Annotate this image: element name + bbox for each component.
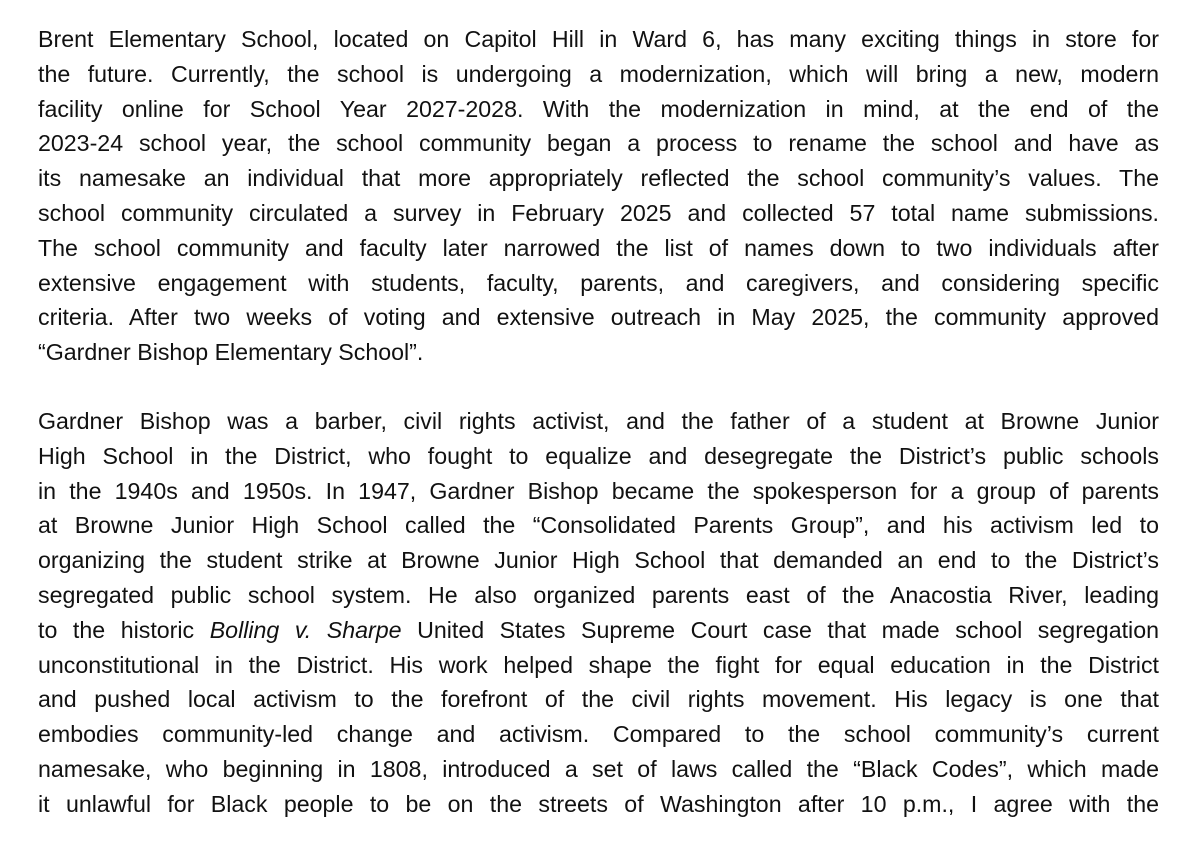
text-line: namesake, who beginning in 1808, introduced a set of laws called the “Black Codes”, which made: [38, 755, 1159, 782]
text-line: facility online for School Year 2027-2028. With the modernization in mind, at the end of the: [38, 95, 1159, 122]
text-line: at Browne Junior High School called the “Consolidated Parents Group”, and his activism led to: [38, 512, 1159, 539]
text-line: criteria. After two weeks of voting and extensive outreach in May 2025, the community approved: [38, 304, 1159, 331]
text-line: The school community and faculty later narrowed the list of names down to two individuals after: [38, 234, 1159, 261]
text-line: it unlawful for Black people to be on the streets of Washington after 10 p.m., I agree with the: [38, 790, 1159, 817]
text-line: embodies community-led change and activism. Compared to the school community’s current: [38, 721, 1159, 748]
text-segment: to the historic: [38, 616, 210, 643]
text-line: High School in the District, who fought to equalize and desegregate the District’s public schools: [38, 442, 1159, 469]
text-line: and pushed local activism to the forefront of the civil rights movement. His legacy is one that: [38, 686, 1159, 713]
text-line: “Gardner Bishop Elementary School”.: [38, 339, 424, 366]
text-line: segregated public school system. He also organized parents east of the Anacostia River, leading: [38, 581, 1159, 608]
court-case-name: Bolling v. Sharpe: [209, 616, 402, 643]
text-line: extensive engagement with students, faculty, parents, and caregivers, and considering specific: [38, 269, 1159, 296]
text-line: school community circulated a survey in February 2025 and collected 57 total name submissions.: [38, 199, 1159, 226]
text-line: its namesake an individual that more appropriately reflected the school community’s values. The: [38, 165, 1159, 192]
text-segment: United States Supreme Court case that made school segregation: [401, 616, 1159, 643]
text-line: unconstitutional in the District. His work helped shape the fight for equal education in the District: [38, 651, 1159, 678]
text-line: organizing the student strike at Browne Junior High School that demanded an end to the District’s: [38, 547, 1159, 574]
text-line: Gardner Bishop was a barber, civil rights activist, and the father of a student at Browne Junior: [38, 408, 1159, 434]
text-line-with-case-name: [38, 613, 1159, 648]
text-line: 2023-24 school year, the school community began a process to rename the school and have as: [38, 130, 1159, 157]
text-line: in the 1940s and 1950s. In 1947, Gardner Bishop became the spokesperson for a group of parents: [38, 477, 1159, 504]
text-line: the future. Currently, the school is undergoing a modernization, which will bring a new, modern: [38, 60, 1159, 87]
paragraph-school-renaming: [38, 22, 1159, 370]
text-line: Brent Elementary School, located on Capitol Hill in Ward 6, has many exciting things in store for: [38, 26, 1159, 52]
paragraph-gardner-bishop-biography: [38, 404, 1159, 822]
